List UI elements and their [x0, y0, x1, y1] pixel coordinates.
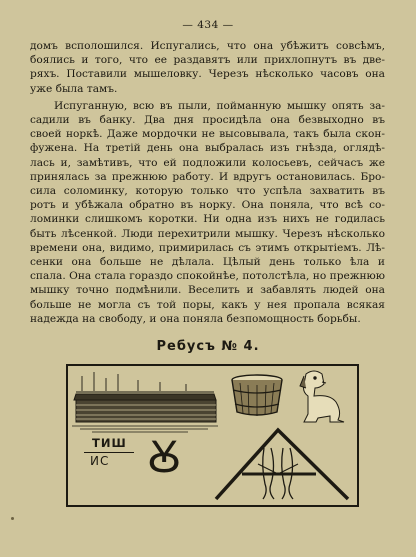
dog-picture: [300, 371, 344, 422]
text-line: времени она, видимо, примирилась съ этимъ открытіемъ. Лѣ-: [30, 241, 385, 254]
page-number: — 434 —: [182, 19, 234, 31]
pier-picture: [72, 372, 218, 432]
text-line: сила соломинку, которую только что успѣла захватить въ: [30, 185, 385, 198]
text-line: домъ всполошился. Испугались, что она убѣжитъ совсѣмъ,: [30, 40, 385, 52]
text-line: фужена. На третій день она выбралась изъ гнѣзда, оглядѣ-: [30, 142, 385, 155]
text-line: Испуганную, всю въ пыли, пойманную мышку опять за-: [54, 99, 385, 112]
sign-a-picture: [216, 430, 348, 499]
text-line: принялась за прежнюю работу. И вдругъ остановилась. Бро-: [30, 170, 385, 183]
page-speck: [11, 517, 14, 520]
tub-picture: [232, 375, 282, 416]
paragraph: [30, 99, 385, 326]
rebus-title: Ребусъ № 4.: [156, 339, 260, 354]
text-line: ломинки слишкомъ коротки. Ни одна изъ нихъ не годилась: [30, 213, 385, 226]
text-line: мышку точно подмѣнили. Веселить и забавлять людей она: [30, 284, 385, 297]
text-line: быть лѣсенкой. Люди перехитрили мышку. Черезъ нѣсколько: [30, 227, 385, 240]
text-line: надежда на свободу, и она поняла безпомощность борьбы.: [30, 312, 361, 325]
text-line: больше не могла съ той поры, какъ у нея пропала всякая: [30, 298, 385, 311]
text-line: спала. Она стала гораздо спокойнѣе, потолстѣла, но прежнюю: [30, 270, 385, 283]
text-line: ротъ и убѣжала обратно въ норку. Она поняла, что всѣ со-: [30, 199, 385, 212]
text-line: боялись и того, что ее раздавятъ или прихлопнутъ въ две-: [30, 54, 385, 67]
text-line: уже была тамъ.: [30, 82, 118, 95]
fraction-denominator: ИС: [90, 454, 110, 468]
rebus-letter: Ꙋ: [147, 432, 182, 483]
paragraphs: [30, 39, 385, 326]
text-line: лась и, замѣтивъ, что ей подложили колосьевъ, сейчасъ же: [30, 156, 385, 169]
text-line: сенки она больше не дѣлала. Цѣлый день только ѣла и: [30, 256, 385, 269]
body-text: [30, 39, 385, 326]
text-line: садили въ банку. Два дня просидѣла она безвыходно въ: [30, 114, 385, 127]
text-line: своей норкѣ. Даже мордочки не высовывала, такъ была скон-: [30, 128, 385, 141]
fraction-numerator: ТИШ: [92, 436, 127, 450]
rebus-frame: [66, 364, 359, 507]
paragraph: [30, 39, 385, 96]
text-line: ряхъ. Поставили мышеловку. Черезъ нѣсколько часовъ она: [30, 68, 385, 81]
